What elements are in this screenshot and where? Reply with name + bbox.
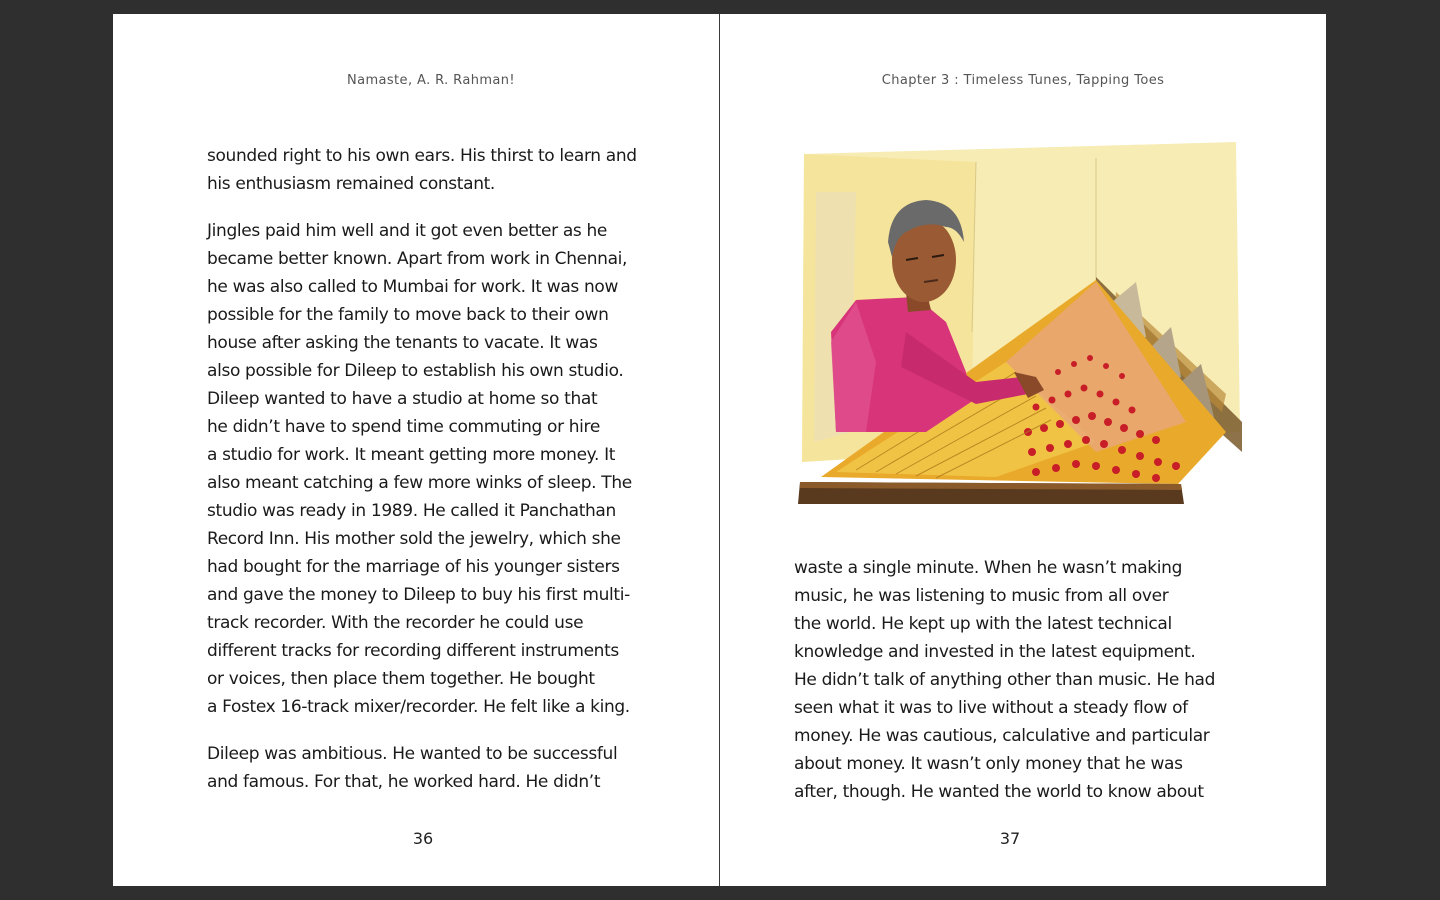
page-number: 36 bbox=[412, 829, 434, 848]
text-line: also meant catching a few more winks of sleep. The bbox=[207, 473, 632, 493]
text-line: possible for the family to move back to their own bbox=[207, 305, 609, 325]
book-page-right bbox=[720, 14, 1326, 886]
text-line: Dileep wanted to have a studio at home so that bbox=[207, 389, 598, 409]
paragraph bbox=[207, 142, 647, 198]
text-line: seen what it was to live without a steady flow of bbox=[794, 698, 1188, 718]
text-line: track recorder. With the recorder he could use bbox=[207, 613, 584, 633]
text-line: different tracks for recording different instruments bbox=[207, 641, 619, 661]
running-head-chapter-title: Chapter 3 : Timeless Tunes, Tapping Toes bbox=[881, 73, 1165, 88]
text-line: the world. He kept up with the latest technical bbox=[794, 614, 1172, 634]
text-line: had bought for the marriage of his younger sisters bbox=[207, 557, 620, 577]
text-line: he was also called to Mumbai for work. It was now bbox=[207, 277, 619, 297]
text-line: Dileep was ambitious. He wanted to be successful bbox=[207, 744, 618, 764]
text-line: his enthusiasm remained constant. bbox=[207, 174, 495, 194]
page-number: 37 bbox=[999, 829, 1021, 848]
text-line: and famous. For that, he worked hard. He didn’t bbox=[207, 772, 601, 792]
page-body-text bbox=[794, 554, 1234, 825]
text-line: music, he was listening to music from all over bbox=[794, 586, 1169, 606]
text-line: and gave the money to Dileep to buy his first multi- bbox=[207, 585, 630, 605]
text-line: waste a single minute. When he wasn’t making bbox=[794, 558, 1183, 578]
text-line: Jingles paid him well and it got even better as he bbox=[207, 221, 607, 241]
text-line: a studio for work. It meant getting more money. It bbox=[207, 445, 616, 465]
running-head-book-title: Namaste, A. R. Rahman! bbox=[346, 73, 516, 88]
text-line: sounded right to his own ears. His thirst to learn and bbox=[207, 146, 637, 166]
watercolor-illustration-musician-at-mixing-console bbox=[796, 132, 1242, 528]
paragraph bbox=[207, 740, 647, 796]
text-line: Record Inn. His mother sold the jewelry, which she bbox=[207, 529, 621, 549]
page-body-text bbox=[207, 142, 647, 815]
text-line: a Fostex 16-track mixer/recorder. He felt like a king. bbox=[207, 697, 630, 717]
text-line: He didn’t talk of anything other than music. He had bbox=[794, 670, 1216, 690]
text-line: after, though. He wanted the world to know about bbox=[794, 782, 1204, 802]
text-line: knowledge and invested in the latest equipment. bbox=[794, 642, 1196, 662]
paragraph bbox=[794, 554, 1234, 806]
text-line: or voices, then place them together. He bought bbox=[207, 669, 595, 689]
text-line: money. He was cautious, calculative and particular bbox=[794, 726, 1210, 746]
text-line: became better known. Apart from work in Chennai, bbox=[207, 249, 628, 269]
text-line: about money. It wasn’t only money that he was bbox=[794, 754, 1183, 774]
text-line: also possible for Dileep to establish his own studio. bbox=[207, 361, 624, 381]
text-line: he didn’t have to spend time commuting or hire bbox=[207, 417, 600, 437]
text-line: studio was ready in 1989. He called it Panchathan bbox=[207, 501, 616, 521]
book-page-left bbox=[113, 14, 719, 886]
text-line: house after asking the tenants to vacate. It was bbox=[207, 333, 598, 353]
paragraph bbox=[207, 217, 647, 721]
